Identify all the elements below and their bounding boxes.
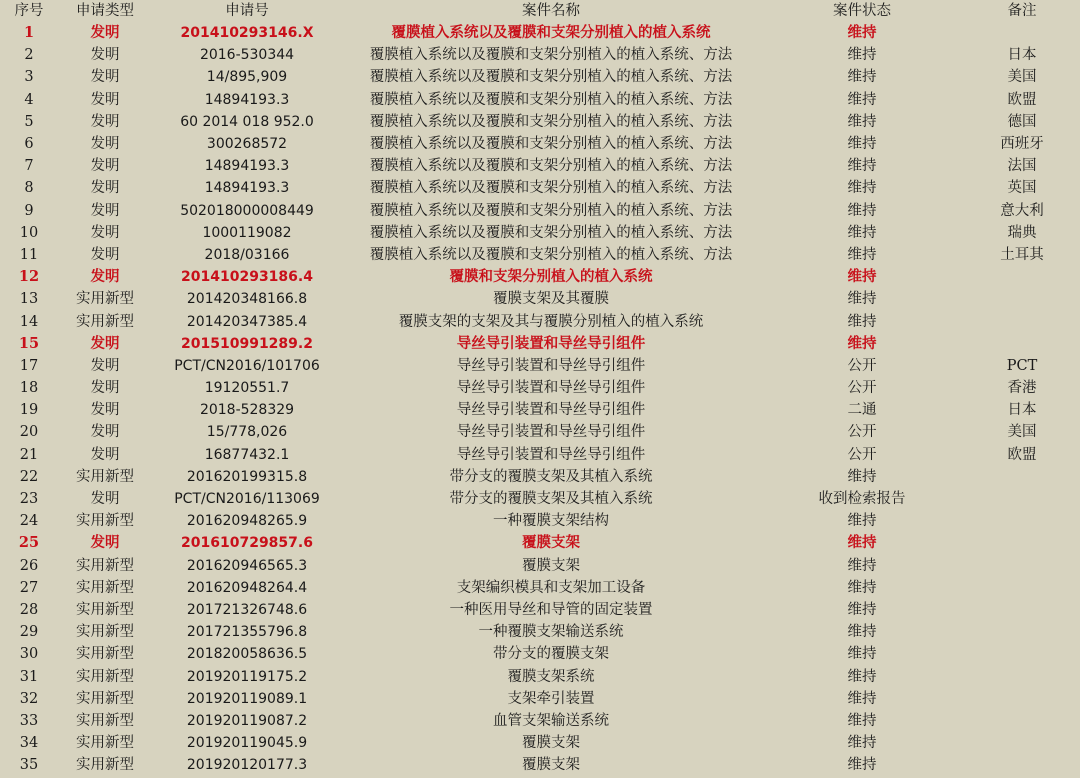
- row-serial: 22: [19, 468, 39, 485]
- row-serial: 20: [19, 424, 39, 441]
- row-status: 维持: [847, 468, 877, 485]
- row-app-no: 502018000008449: [180, 202, 314, 219]
- row-note: PCT: [1006, 357, 1038, 374]
- table-row: [0, 355, 1080, 377]
- row-app-no: 14894193.3: [204, 91, 290, 108]
- table-row: [0, 44, 1080, 66]
- row-status: 维持: [847, 91, 877, 108]
- row-case-name: 带分支的覆膜支架及其植入系统: [449, 468, 653, 485]
- row-app-no: 201721326748.6: [186, 601, 308, 618]
- row-note: [964, 688, 1080, 710]
- row-app-no: 19120551.7: [204, 380, 290, 397]
- table-row: [0, 200, 1080, 222]
- row-app-no: 201920119089.1: [186, 690, 308, 707]
- row-serial: 23: [19, 491, 39, 508]
- row-status: 公开: [847, 380, 877, 397]
- row-type: 发明: [90, 69, 120, 86]
- row-case-name: 覆膜植入系统以及覆膜和支架分别植入的植入系统、方法: [369, 113, 733, 130]
- row-type: 发明: [90, 491, 120, 508]
- table-row: [0, 688, 1080, 710]
- row-status: 公开: [847, 446, 877, 463]
- row-app-no: 201920119045.9: [186, 735, 308, 752]
- row-serial: 17: [19, 357, 39, 374]
- row-serial: 24: [19, 513, 39, 530]
- row-serial: 5: [24, 113, 34, 130]
- row-type: 发明: [90, 136, 120, 153]
- row-type: 发明: [90, 113, 120, 130]
- row-status: 维持: [847, 557, 877, 574]
- row-note: [964, 310, 1080, 332]
- table-row: [0, 89, 1080, 111]
- row-status: 维持: [847, 224, 877, 241]
- row-status: 维持: [847, 246, 877, 263]
- row-type: 发明: [90, 534, 120, 552]
- row-type: 发明: [90, 402, 120, 419]
- row-status: 维持: [847, 513, 877, 530]
- row-status: 收到检索报告: [818, 491, 906, 508]
- row-app-no: 201920119175.2: [186, 668, 308, 685]
- row-note: [964, 643, 1080, 665]
- header-app-no: 申请号: [225, 3, 269, 19]
- row-type: 实用新型: [76, 579, 134, 596]
- row-status: 维持: [847, 47, 877, 64]
- row-case-name: 导丝导引装置和导丝导引组件: [456, 380, 646, 397]
- row-app-no: 201410293146.X: [180, 25, 314, 42]
- row-type: 实用新型: [76, 291, 134, 308]
- row-note: [964, 333, 1080, 355]
- row-app-no: 1000119082: [202, 224, 292, 241]
- row-type: 发明: [90, 180, 120, 197]
- row-case-name: 覆膜支架系统: [507, 668, 595, 685]
- row-app-no: 2016-530344: [199, 47, 295, 64]
- table-row: [0, 510, 1080, 532]
- header-row: [0, 0, 1080, 22]
- row-status: 维持: [847, 24, 877, 42]
- row-serial: 19: [19, 402, 39, 419]
- row-type: 发明: [90, 357, 120, 374]
- row-case-name: 覆膜支架的支架及其与覆膜分别植入的植入系统: [398, 313, 704, 330]
- row-status: 维持: [847, 202, 877, 219]
- row-case-name: 带分支的覆膜支架: [493, 646, 609, 663]
- row-note: [964, 510, 1080, 532]
- table-row: [0, 222, 1080, 244]
- row-type: 实用新型: [76, 513, 134, 530]
- row-case-name: 覆膜和支架分别植入的植入系统: [449, 268, 653, 286]
- row-status: 维持: [847, 757, 877, 774]
- row-type: 发明: [90, 158, 120, 175]
- row-case-name: 覆膜植入系统以及覆膜和支架分别植入的植入系统、方法: [369, 202, 733, 219]
- row-status: 维持: [847, 158, 877, 175]
- row-case-name: 导丝导引装置和导丝导引组件: [456, 446, 646, 463]
- table-body: [0, 22, 1080, 776]
- row-case-name: 覆膜支架: [522, 557, 580, 574]
- row-status: 维持: [847, 69, 877, 86]
- row-app-no: 201620946565.3: [186, 557, 308, 574]
- table-row: [0, 66, 1080, 88]
- row-type: 实用新型: [76, 668, 134, 685]
- row-case-name: 支架编织模具和支架加工设备: [456, 579, 646, 596]
- row-case-name: 一种医用导丝和导管的固定装置: [449, 601, 653, 618]
- row-app-no: 14/895,909: [206, 69, 288, 86]
- row-note: [964, 532, 1080, 554]
- table-row: [0, 665, 1080, 687]
- row-serial: 34: [19, 735, 39, 752]
- header-serial: 序号: [14, 3, 44, 19]
- row-serial: 8: [24, 180, 34, 197]
- row-status: 维持: [847, 601, 877, 618]
- row-app-no: 2018/03166: [204, 246, 290, 263]
- row-app-no: PCT/CN2016/101706: [174, 357, 320, 374]
- table-row: [0, 710, 1080, 732]
- row-type: 发明: [90, 380, 120, 397]
- table-row: [0, 133, 1080, 155]
- row-note: [964, 665, 1080, 687]
- row-serial: 3: [24, 69, 34, 86]
- row-case-name: 覆膜植入系统以及覆膜和支架分别植入的植入系统: [391, 24, 711, 42]
- table-header: [0, 0, 1080, 22]
- row-app-no: 201620199315.8: [186, 468, 308, 485]
- row-case-name: 覆膜植入系统以及覆膜和支架分别植入的植入系统、方法: [369, 224, 733, 241]
- table-row: [0, 177, 1080, 199]
- header-case-name: 案件名称: [522, 3, 580, 19]
- header-note: 备注: [1007, 3, 1037, 19]
- row-serial: 21: [19, 446, 39, 463]
- row-type: 发明: [90, 334, 120, 352]
- row-note: 瑞典: [1007, 224, 1037, 241]
- row-serial: 13: [19, 291, 39, 308]
- table-row: [0, 621, 1080, 643]
- row-note: 香港: [1007, 380, 1037, 397]
- table-row: [0, 466, 1080, 488]
- row-case-name: 导丝导引装置和导丝导引组件: [456, 402, 646, 419]
- row-serial: 2: [24, 47, 34, 64]
- row-case-name: 覆膜植入系统以及覆膜和支架分别植入的植入系统、方法: [369, 158, 733, 175]
- row-status: 维持: [847, 646, 877, 663]
- table-row: [0, 266, 1080, 288]
- row-app-no: 60 2014 018 952.0: [180, 113, 314, 130]
- row-note: 法国: [1007, 158, 1037, 175]
- row-status: 二通: [847, 402, 877, 419]
- row-note: [964, 710, 1080, 732]
- row-note: [964, 732, 1080, 754]
- row-serial: 31: [19, 668, 39, 685]
- row-app-no: 15/778,026: [206, 424, 288, 441]
- table-row: [0, 333, 1080, 355]
- row-serial: 14: [19, 313, 39, 330]
- row-type: 发明: [90, 202, 120, 219]
- row-type: 发明: [90, 246, 120, 263]
- row-app-no: 201420347385.4: [186, 313, 308, 330]
- table-row: [0, 754, 1080, 776]
- table-row: [0, 732, 1080, 754]
- row-note: [964, 22, 1080, 44]
- row-serial: 33: [19, 712, 39, 729]
- table-row: [0, 111, 1080, 133]
- row-note: 欧盟: [1007, 446, 1037, 463]
- table-row: [0, 377, 1080, 399]
- row-note: [964, 466, 1080, 488]
- row-serial: 9: [24, 202, 34, 219]
- row-note: [964, 754, 1080, 776]
- row-note: [964, 288, 1080, 310]
- row-type: 实用新型: [76, 735, 134, 752]
- row-serial: 11: [19, 246, 39, 263]
- row-case-name: 覆膜植入系统以及覆膜和支架分别植入的植入系统、方法: [369, 136, 733, 153]
- table-row: [0, 155, 1080, 177]
- row-note: 日本: [1007, 47, 1037, 64]
- table-row: [0, 444, 1080, 466]
- row-note: [964, 599, 1080, 621]
- row-type: 实用新型: [76, 313, 134, 330]
- table-row: [0, 532, 1080, 554]
- table-row: [0, 577, 1080, 599]
- row-app-no: PCT/CN2016/113069: [174, 491, 320, 508]
- row-case-name: 一种覆膜支架输送系统: [478, 624, 624, 641]
- row-type: 实用新型: [76, 624, 134, 641]
- row-app-no: 201820058636.5: [186, 646, 308, 663]
- row-serial: 26: [19, 557, 39, 574]
- table-row: [0, 244, 1080, 266]
- row-status: 维持: [847, 690, 877, 707]
- row-note: [964, 266, 1080, 288]
- row-serial: 15: [18, 334, 40, 352]
- row-serial: 28: [19, 601, 39, 618]
- row-status: 维持: [847, 113, 877, 130]
- row-case-name: 覆膜植入系统以及覆膜和支架分别植入的植入系统、方法: [369, 69, 733, 86]
- row-serial: 1: [23, 24, 35, 42]
- row-app-no: 201920119087.2: [186, 712, 308, 729]
- row-case-name: 覆膜植入系统以及覆膜和支架分别植入的植入系统、方法: [369, 91, 733, 108]
- row-type: 发明: [90, 24, 120, 42]
- row-type: 发明: [90, 446, 120, 463]
- row-status: 维持: [847, 735, 877, 752]
- row-app-no: 201620948264.4: [186, 579, 308, 596]
- row-note: 德国: [1007, 113, 1037, 130]
- row-serial: 27: [19, 579, 39, 596]
- table-row: [0, 310, 1080, 332]
- row-status: 维持: [847, 180, 877, 197]
- row-type: 实用新型: [76, 757, 134, 774]
- row-note: [964, 621, 1080, 643]
- table-row: [0, 399, 1080, 421]
- row-type: 实用新型: [76, 557, 134, 574]
- row-type: 实用新型: [76, 712, 134, 729]
- row-note: 美国: [1007, 424, 1037, 441]
- row-app-no: 201610729857.6: [181, 535, 313, 552]
- header-type: 申请类型: [76, 3, 134, 19]
- row-note: 西班牙: [1000, 136, 1044, 153]
- row-app-no: 201410293186.4: [181, 269, 313, 286]
- row-app-no: 201620948265.9: [186, 513, 308, 530]
- table-row: [0, 643, 1080, 665]
- row-serial: 10: [19, 224, 39, 241]
- table-row: [0, 421, 1080, 443]
- row-case-name: 导丝导引装置和导丝导引组件: [456, 424, 646, 441]
- row-case-name: 覆膜植入系统以及覆膜和支架分别植入的植入系统、方法: [369, 246, 733, 263]
- row-status: 维持: [847, 534, 877, 552]
- row-serial: 6: [24, 136, 34, 153]
- row-status: 维持: [847, 268, 877, 286]
- row-serial: 32: [19, 690, 39, 707]
- row-app-no: 201920120177.3: [186, 757, 308, 774]
- row-app-no: 14894193.3: [204, 158, 290, 175]
- row-case-name: 覆膜支架: [522, 735, 580, 752]
- row-note: [964, 488, 1080, 510]
- row-serial: 12: [18, 268, 40, 286]
- row-status: 公开: [847, 424, 877, 441]
- row-note: 欧盟: [1007, 91, 1037, 108]
- row-case-name: 导丝导引装置和导丝导引组件: [456, 334, 646, 352]
- row-status: 公开: [847, 357, 877, 374]
- row-status: 维持: [847, 624, 877, 641]
- row-type: 发明: [90, 47, 120, 64]
- row-note: [964, 577, 1080, 599]
- table-row: [0, 555, 1080, 577]
- row-app-no: 16877432.1: [204, 446, 290, 463]
- row-status: 维持: [847, 291, 877, 308]
- row-app-no: 201721355796.8: [186, 624, 308, 641]
- row-note: 意大利: [1000, 202, 1044, 219]
- row-status: 维持: [847, 579, 877, 596]
- row-case-name: 血管支架输送系统: [493, 712, 609, 729]
- row-type: 发明: [90, 224, 120, 241]
- row-note: 土耳其: [1000, 246, 1044, 263]
- row-serial: 4: [24, 91, 34, 108]
- row-type: 实用新型: [76, 601, 134, 618]
- row-note: 英国: [1007, 180, 1037, 197]
- row-serial: 29: [19, 624, 39, 641]
- table-row: [0, 22, 1080, 44]
- row-serial: 35: [19, 757, 39, 774]
- row-case-name: 覆膜支架及其覆膜: [493, 291, 609, 308]
- row-app-no: 201420348166.8: [186, 291, 308, 308]
- row-type: 实用新型: [76, 690, 134, 707]
- row-status: 维持: [847, 668, 877, 685]
- row-note: 日本: [1007, 402, 1037, 419]
- row-case-name: 覆膜支架: [522, 757, 580, 774]
- row-serial: 30: [19, 646, 39, 663]
- row-type: 发明: [90, 91, 120, 108]
- row-status: 维持: [847, 334, 877, 352]
- row-case-name: 覆膜植入系统以及覆膜和支架分别植入的植入系统、方法: [369, 47, 733, 64]
- row-case-name: 覆膜植入系统以及覆膜和支架分别植入的植入系统、方法: [369, 180, 733, 197]
- header-status: 案件状态: [833, 3, 891, 19]
- row-app-no: 201510991289.2: [181, 335, 313, 352]
- row-note: [964, 555, 1080, 577]
- row-case-name: 一种覆膜支架结构: [493, 513, 609, 530]
- table-row: [0, 599, 1080, 621]
- row-app-no: 2018-528329: [199, 402, 295, 419]
- row-app-no: 300268572: [206, 136, 288, 153]
- row-serial: 18: [19, 380, 39, 397]
- row-case-name: 支架牵引装置: [507, 690, 595, 707]
- row-type: 实用新型: [76, 646, 134, 663]
- row-status: 维持: [847, 313, 877, 330]
- row-status: 维持: [847, 136, 877, 153]
- row-app-no: 14894193.3: [204, 180, 290, 197]
- row-type: 实用新型: [76, 468, 134, 485]
- row-status: 维持: [847, 712, 877, 729]
- row-type: 发明: [90, 424, 120, 441]
- table-row: [0, 488, 1080, 510]
- row-note: 美国: [1007, 69, 1037, 86]
- row-case-name: 覆膜支架: [522, 534, 580, 552]
- row-serial: 25: [18, 534, 40, 552]
- row-serial: 7: [24, 158, 34, 175]
- row-case-name: 带分支的覆膜支架及其植入系统: [449, 491, 653, 508]
- row-case-name: 导丝导引装置和导丝导引组件: [456, 357, 646, 374]
- table-row: [0, 288, 1080, 310]
- row-type: 发明: [90, 268, 120, 286]
